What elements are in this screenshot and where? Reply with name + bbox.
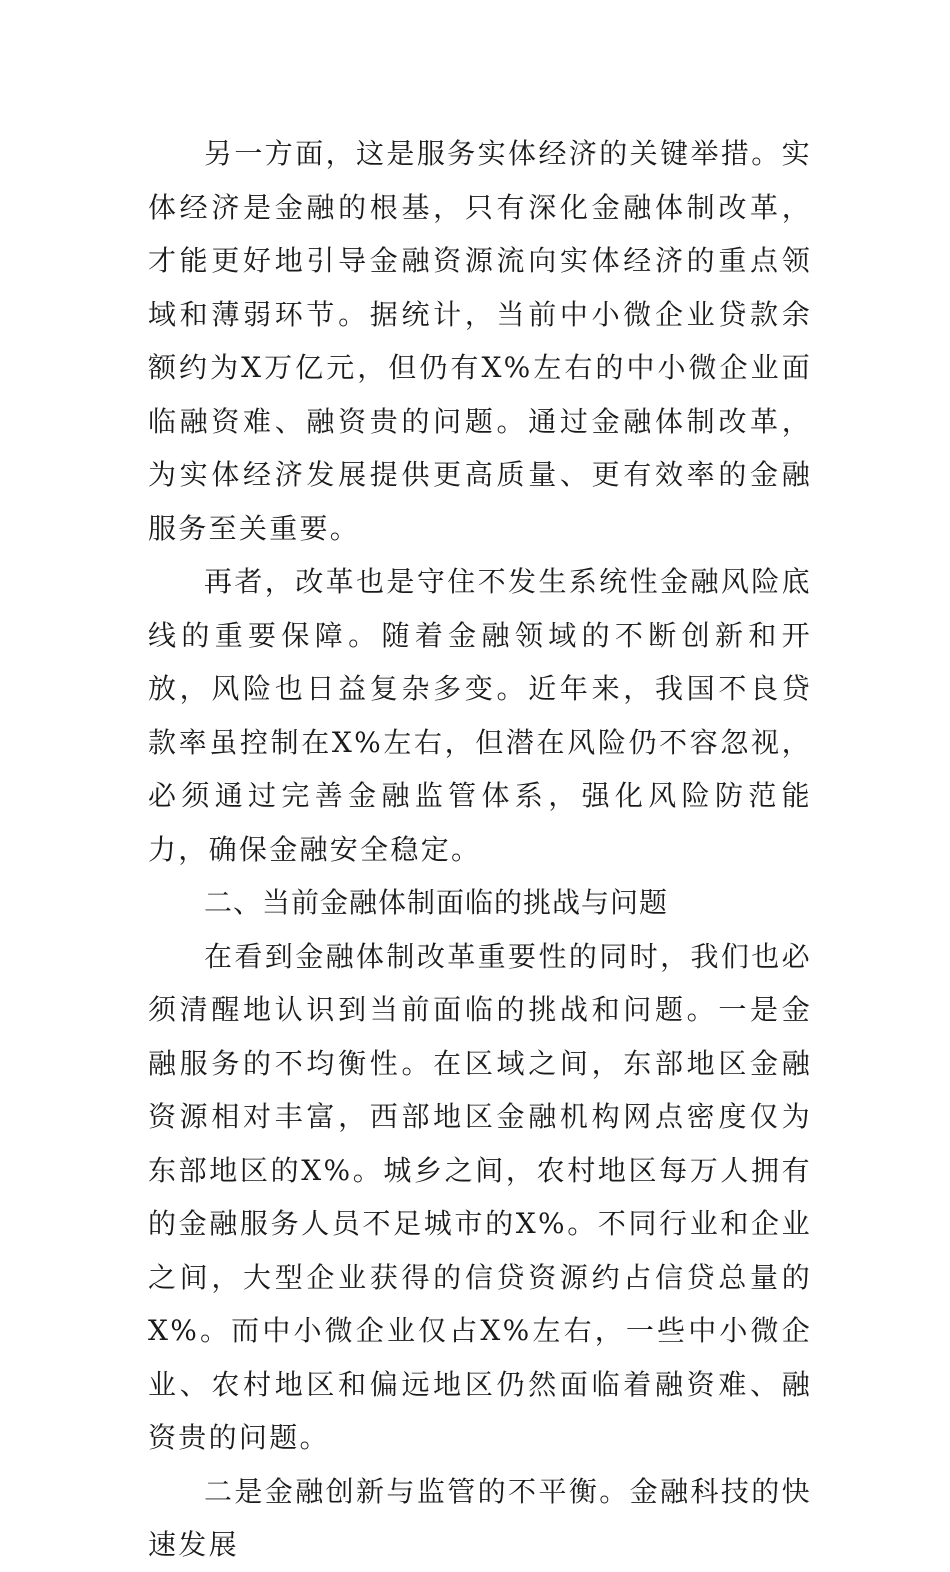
paragraph-innovation-regulation: 二是金融创新与监管的不平衡。金融科技的快速发展 [148,1474,812,1561]
document-body [148,127,812,1572]
section-heading-challenges: 二、当前金融体制面临的挑战与问题 [204,886,669,919]
paragraph-service-imbalance: 在看到金融体制改革重要性的同时，我们也必须清醒地认识到当前面临的挑战和问题。一是金融服务的不均衡性。在区域之间，东部地区金融资源相对丰富，西部地区金融机构网点密度仅为东部地区的X%。城乡之间，农村地区每万人拥有的金融服务人员不足城市的X%。不同行业和企业之间，大型企业获得的信贷资源约占信贷总量的X%。而中小微企业仅占X%左右，一些中小微企业、农村地区和偏远地区仍然面临着融资难、融资贵的问题。 [148,939,812,1454]
paragraph-financial-risk: 再者，改革也是守住不发生系统性金融风险底线的重要保障。随着金融领域的不断创新和开放，风险也日益复杂多变。近年来，我国不良贷款率虽控制在X%左右，但潜在风险仍不容忽视，必须通过完善金融监管体系，强化风险防范能力，确保金融安全稳定。 [148,565,812,866]
paragraph-service-real-economy: 另一方面，这是服务实体经济的关键举措。实体经济是金融的根基，只有深化金融体制改革，才能更好地引导金融资源流向实体经济的重点领域和薄弱环节。据统计，当前中小微企业贷款余额约为X万亿元，但仍有X%左右的中小微企业面临融资难、融资贵的问题。通过金融体制改革，为实体经济发展提供更高质量、更有效率的金融服务至关重要。 [148,137,812,545]
